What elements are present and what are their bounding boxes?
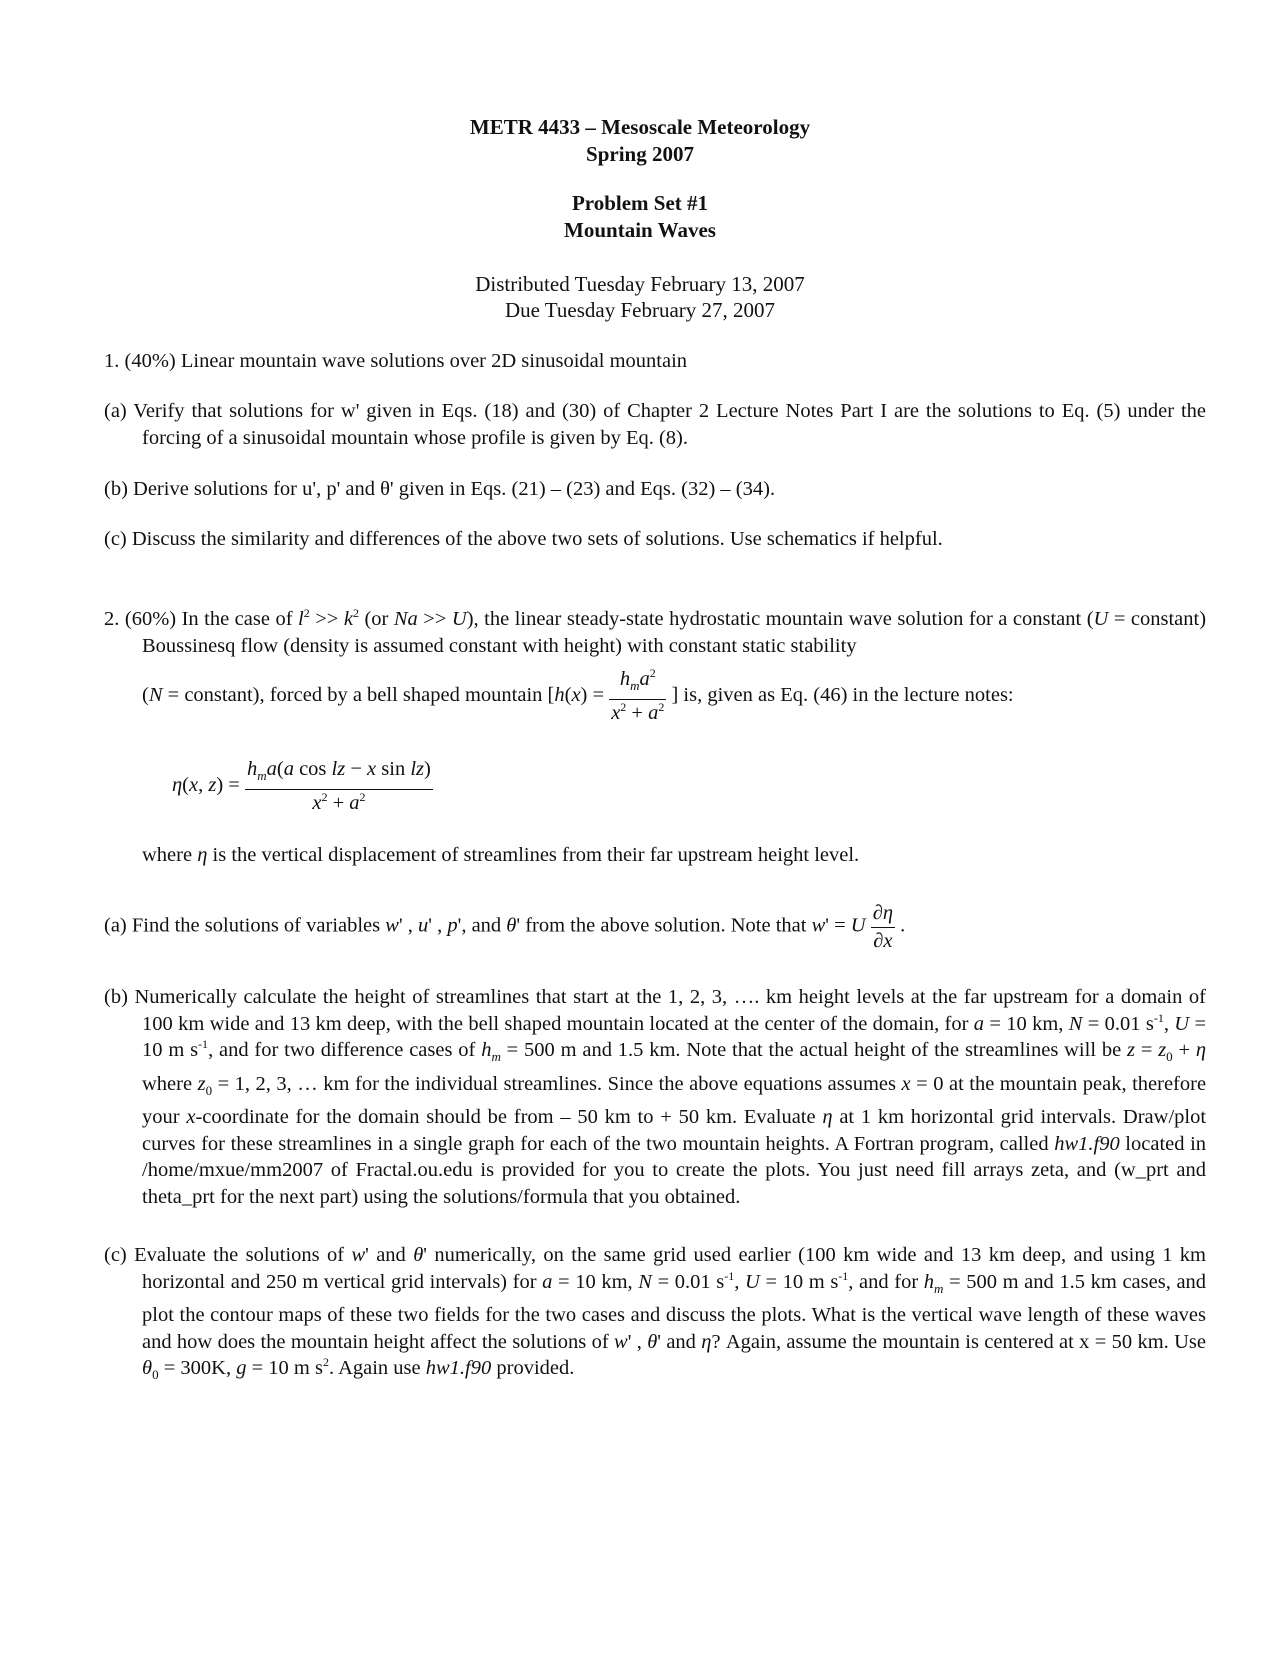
bell-mountain-formula: $\frac{h_ma^2}{x^2 + a^2}$ bbox=[611, 666, 665, 725]
term: Spring 2007 bbox=[586, 142, 694, 166]
distributed-date: Distributed Tuesday February 13, 2007 bbox=[475, 272, 805, 296]
q2-part-c: (c) Evaluate the solutions of w' and θ' numerically, on the same grid used earlier (100 km wide and 13 km deep, and using 1 km horizontal and 250 m vertical grid intervals) for a = 10 km, N = 0.01 $s^{-1}$, U = 10 m $s^{-1}$, and for $h_m = 500$ m and 1.5 km cases, and plot the contour maps of these two fields for the two cases and discuss the plots. What is the vertical wave length of these waves and how does the mountain height affect the solutions of w' , θ' and η? Again, assume the mountain is centered at x = 50 km. Use $\theta_0 = 300K$, g = 10 m $s^2$. Again use hw1.f90 provided. bbox=[104, 1244, 1207, 1383]
q1-part-a: (a) Verify that solutions for w' given in Eqs. (18) and (30) of Chapter 2 Lecture Notes Part I are the solutions to Eq. (5) under the forcing of a sinusoidal mountain whose profile is given by Eq. (8). bbox=[104, 400, 1206, 449]
q2-intro: 2. (60%) In the case of $l^2 >> k^2$ (or Na >> U), the linear steady-state hydrostatic mountain wave solution for a constant (U = constant) Boussinesq flow (density is assumed constant with height) with constant static stability bbox=[104, 606, 1207, 657]
eta-equation: η(x, z) = $\frac{h_ma(a \cos lz - x \sin lz)}{x^2 + a^2}$ bbox=[172, 758, 431, 815]
problem-set-title: Problem Set #1 bbox=[571, 191, 709, 215]
q2-part-a: (a) Find the solutions of variables w' , u' , p', and θ' from the above solution. Note that w' = U $\frac{\partial\eta}{\partial x}$ . bbox=[104, 900, 1168, 954]
q1-part-c: (c) Discuss the similarity and differences of the above two sets of solutions. Use schematics if helpful. bbox=[104, 528, 943, 550]
topic-title: Mountain Waves bbox=[564, 218, 716, 242]
q2-part-b: (b) Numerically calculate the height of streamlines that start at the 1, 2, 3, …. km height levels at the far upstream for a domain of 100 km wide and 13 km deep, with the bell shaped mountain located at the center of the domain, for a = 10 km, N = 0.01 $s^{-1}$, U = 10 m $s^{-1}$, and for two difference cases of $h_m = 500$ m and 1.5 km. Note that the actual height of the streamlines will be $z = z_0 + \eta$ where $z_0 = 1$, 2, 3, … km for the individual streamlines. Since the above equations assumes x = 0 at the mountain peak, therefore your x-coordinate for the domain should be from – 50 km to + 50 km. Evaluate η at 1 km horizontal grid intervals. Draw/plot curves for these streamlines in a single graph for each of the two mountain heights. A Fortran program, called hw1.f90 located in /home/mxue/mm2007 of Fractal.ou.edu is provided for you to create the plots. You just need fill arrays zeta, and (w_prt and theta_prt for the next part) using the solutions/formula that you obtained. bbox=[104, 986, 1207, 1208]
q1-title: 1. (40%) Linear mountain wave solutions over 2D sinusoidal mountain bbox=[104, 350, 688, 372]
course-title: METR 4433 – Mesoscale Meteorology bbox=[469, 115, 811, 139]
q2-mountain-line: (N = constant), forced by a bell shaped mountain [h(x) = $\frac{h_ma^2}{x^2 + a^2}$ ] is, given as Eq. (46) in the lecture notes: bbox=[142, 666, 1014, 725]
due-date: Due Tuesday February 27, 2007 bbox=[504, 298, 776, 322]
q1-part-b: (b) Derive solutions for u', p' and θ' given in Eqs. (21) – (23) and Eqs. (32) – (34). bbox=[104, 478, 776, 500]
eta-definition: where η is the vertical displacement of streamlines from their far upstream height level. bbox=[142, 844, 860, 866]
